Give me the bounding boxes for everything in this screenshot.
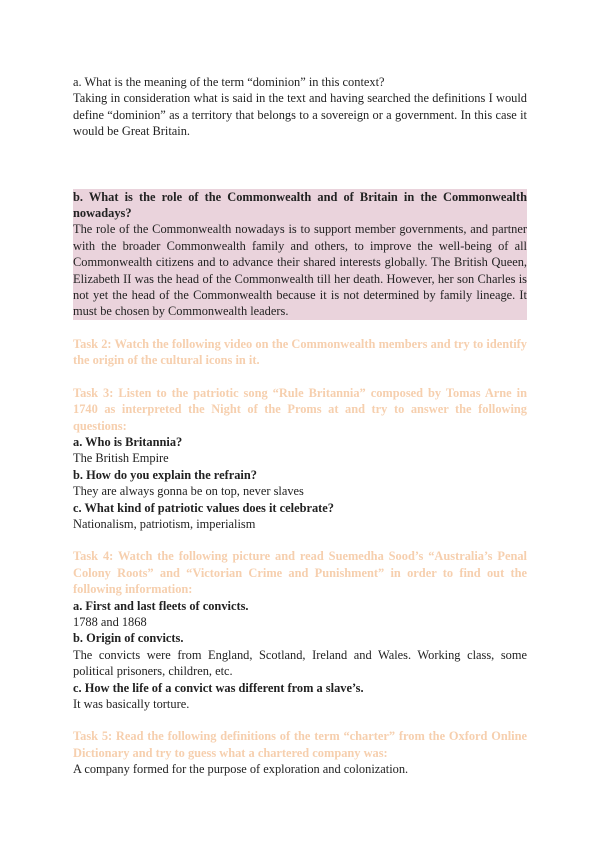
task4-question-c: c. How the life of a convict was different from a slave’s. [73, 680, 364, 695]
task3-question-b: b. How do you explain the refrain? [73, 467, 257, 482]
task4-question-a: a. First and last fleets of convicts. [73, 598, 249, 613]
spacer [73, 369, 527, 385]
document-body [73, 74, 527, 778]
spacer [73, 712, 527, 728]
answer-commonwealth-role: The role of the Commonwealth nowadays is to support member governments, and partner with the broader Commonwealth family and others, to improve the well-being of all Commonwealth citizens and to advance their shared interests globally. The British Queen, Elizabeth II was the head of the Commonwealth till her death. However, her son Charles is not yet the head of the Commonwealth because it is not determined by family lineage. It must be chosen by Commonwealth leaders. [73, 222, 527, 319]
task4-question-b: b. Origin of convicts. [73, 631, 184, 646]
task3-answer-b: They are always gonna be on top, never slaves [73, 484, 304, 499]
task3-question-a: a. Who is Britannia? [73, 434, 183, 449]
task2-title: Task 2: Watch the following video on the Commonwealth members and try to identify the origin of the cultural icons in it. [73, 336, 527, 368]
task3-question-c: c. What kind of patriotic values does it celebrate? [73, 500, 334, 515]
task5-answer: A company formed for the purpose of exploration and colonization. [73, 762, 409, 777]
task4-answer-b: The convicts were from England, Scotland, Ireland and Wales. Working class, some political prisoners, children, etc. [73, 647, 527, 679]
spacer [73, 532, 527, 548]
task4-answer-a: 1788 and 1868 [73, 614, 147, 629]
task3-title: Task 3: Listen to the patriotic song “Rule Britannia” composed by Tomas Arne in 1740 as interpreted the Night of the Proms at and try to answer the following questions: [73, 385, 527, 433]
question-commonwealth-role: b. What is the role of the Commonwealth and of Britain in the Commonwealth nowadays? [73, 189, 527, 221]
task4-title: Task 4: Watch the following picture and read Suemedha Sood’s “Australia’s Penal Colony Roots” and “Victorian Crime and Punishment” in order to find out the following information: [73, 549, 527, 597]
question-dominion: a. What is the meaning of the term “dominion” in this context? [73, 75, 385, 89]
task3-answer-a: The British Empire [73, 451, 169, 466]
highlighted-block [73, 189, 527, 320]
answer-dominion: Taking in consideration what is said in the text and having searched the definitions I would define “dominion” as a territory that belongs to a sovereign or a government. In this case it would be Great Britain. [73, 91, 527, 139]
spacer [73, 140, 527, 189]
spacer [73, 320, 527, 336]
task4-answer-c: It was basically torture. [73, 697, 190, 711]
task5-title: Task 5: Read the following definitions of the term “charter” from the Oxford Online Dictionary and try to guess what a chartered company was: [73, 729, 527, 760]
task3-answer-c: Nationalism, patriotism, imperialism [73, 516, 256, 531]
